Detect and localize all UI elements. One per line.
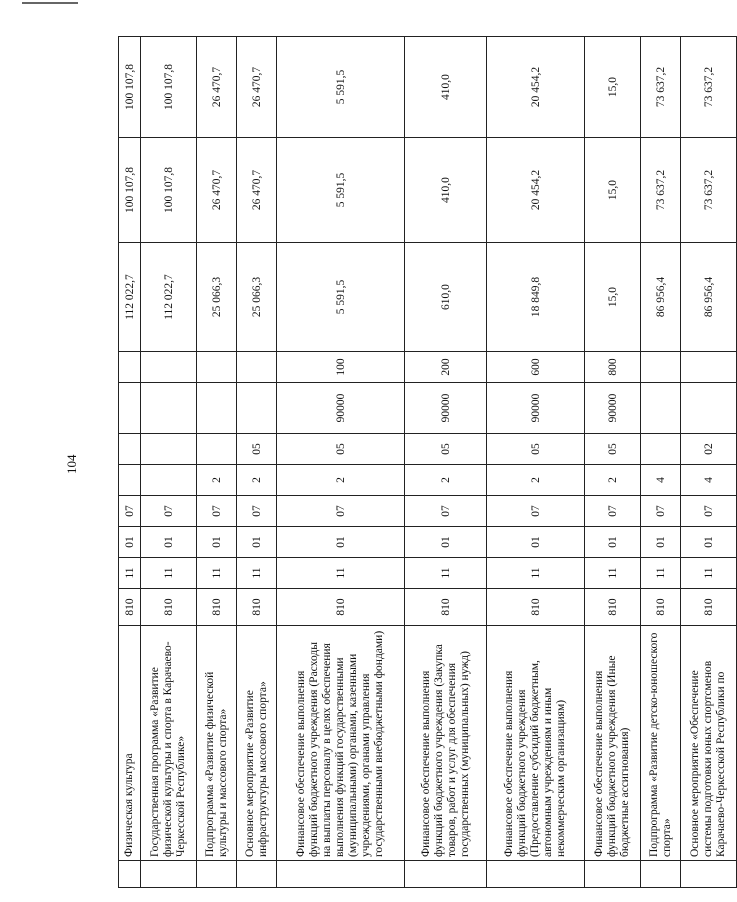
amount-year2-cell: 73 637,2 [681, 138, 737, 243]
amount-year2-cell: 5 591,5 [277, 138, 405, 243]
section-cell: 11 [405, 558, 487, 589]
table-row [277, 37, 405, 888]
row-number-cell [681, 861, 737, 888]
direction-code-cell [197, 383, 237, 434]
admin-code-cell: 810 [641, 589, 681, 626]
direction-code-cell: 90000 [277, 383, 405, 434]
amount-year2-cell: 26 470,7 [197, 138, 237, 243]
expense-type-cell: 200 [405, 352, 487, 383]
direction-code-cell [681, 383, 737, 434]
amount-year2-cell: 20 454,2 [487, 138, 585, 243]
amount-year1-cell: 18 849,8 [487, 243, 585, 352]
expense-type-cell [641, 352, 681, 383]
amount-year3-cell: 26 470,7 [197, 37, 237, 138]
section-cell: 11 [681, 558, 737, 589]
subsection-cell: 01 [277, 527, 405, 558]
direction-code-cell [119, 383, 141, 434]
admin-code-cell: 810 [237, 589, 277, 626]
admin-code-cell: 810 [405, 589, 487, 626]
table-row [197, 37, 237, 888]
amount-year3-cell: 73 637,2 [641, 37, 681, 138]
name-cell: Основное мероприятие «Обеспечение системы подготовки юных спортсменов Карачаево-Черкесской Республики по [681, 626, 737, 861]
amount-year1-cell: 112 022,7 [141, 243, 197, 352]
table-row [141, 37, 197, 888]
admin-code-cell: 810 [681, 589, 737, 626]
section-cell: 11 [487, 558, 585, 589]
subprogram-code-cell [119, 465, 141, 496]
program-code-cell: 07 [405, 496, 487, 527]
admin-code-cell: 810 [119, 589, 141, 626]
subsection-cell: 01 [641, 527, 681, 558]
name-cell: Подпрограмма «Развитие детско-юношеского спорта» [641, 626, 681, 861]
name-cell: Основное мероприятие «Развитие инфраструктуры массового спорта» [237, 626, 277, 861]
row-number-cell [641, 861, 681, 888]
table-row [405, 37, 487, 888]
expense-type-cell [141, 352, 197, 383]
amount-year1-cell: 15,0 [585, 243, 641, 352]
direction-code-cell [141, 383, 197, 434]
amount-year3-cell: 410,0 [405, 37, 487, 138]
subprogram-code-cell: 2 [237, 465, 277, 496]
admin-code-cell: 810 [277, 589, 405, 626]
program-code-cell: 07 [119, 496, 141, 527]
amount-year3-cell: 26 470,7 [237, 37, 277, 138]
table-row [119, 37, 141, 888]
expense-type-cell: 100 [277, 352, 405, 383]
main-event-code-cell: 05 [237, 434, 277, 465]
direction-code-cell [641, 383, 681, 434]
table-row [641, 37, 681, 888]
program-code-cell: 07 [641, 496, 681, 527]
main-event-code-cell [197, 434, 237, 465]
subprogram-code-cell: 2 [585, 465, 641, 496]
row-number-cell [237, 861, 277, 888]
subprogram-code-cell: 4 [641, 465, 681, 496]
program-code-cell: 07 [141, 496, 197, 527]
direction-code-cell: 90000 [405, 383, 487, 434]
amount-year1-cell: 25 066,3 [197, 243, 237, 352]
expense-type-cell: 600 [487, 352, 585, 383]
name-cell: Финансовое обеспечение выполнения функций бюджетного учреждения (Расходы на выплаты персоналу в целях обеспечения выполнения функций государственными (муниципальными) органами, казенными учреждениями, органами управления государственными внебюджетными фондами) [277, 626, 405, 861]
program-code-cell: 07 [237, 496, 277, 527]
subprogram-code-cell [141, 465, 197, 496]
expense-type-cell: 800 [585, 352, 641, 383]
admin-code-cell: 810 [141, 589, 197, 626]
main-event-code-cell: 05 [277, 434, 405, 465]
section-cell: 11 [585, 558, 641, 589]
subprogram-code-cell: 4 [681, 465, 737, 496]
rotated-table-container [118, 64, 727, 888]
table-row [487, 37, 585, 888]
main-event-code-cell [141, 434, 197, 465]
name-cell: Финансовое обеспечение выполнения функций бюджетного учреждения (Закупка товаров, работ и услуг для обеспечения государственных (муниципальных) нужд) [405, 626, 487, 861]
expense-type-cell [197, 352, 237, 383]
admin-code-cell: 810 [487, 589, 585, 626]
amount-year1-cell: 86 956,4 [641, 243, 681, 352]
amount-year2-cell: 73 637,2 [641, 138, 681, 243]
subsection-cell: 01 [585, 527, 641, 558]
program-code-cell: 07 [277, 496, 405, 527]
amount-year3-cell: 20 454,2 [487, 37, 585, 138]
amount-year1-cell: 86 956,4 [681, 243, 737, 352]
name-cell: Физическая культура [119, 626, 141, 861]
amount-year3-cell: 73 637,2 [681, 37, 737, 138]
admin-code-cell: 810 [197, 589, 237, 626]
row-number-cell [487, 861, 585, 888]
direction-code-cell [237, 383, 277, 434]
subsection-cell: 01 [119, 527, 141, 558]
name-cell: Финансовое обеспечение выполнения функций бюджетного учреждения (Иные бюджетные ассигнования) [585, 626, 641, 861]
row-number-cell [197, 861, 237, 888]
expense-type-cell [237, 352, 277, 383]
section-cell: 11 [197, 558, 237, 589]
amount-year2-cell: 15,0 [585, 138, 641, 243]
program-code-cell: 07 [681, 496, 737, 527]
subprogram-code-cell: 2 [405, 465, 487, 496]
program-code-cell: 07 [197, 496, 237, 527]
amount-year1-cell: 112 022,7 [119, 243, 141, 352]
expense-type-cell [681, 352, 737, 383]
subsection-cell: 01 [141, 527, 197, 558]
section-cell: 11 [119, 558, 141, 589]
amount-year3-cell: 100 107,8 [119, 37, 141, 138]
name-cell: Государственная программа «Развитие физической культуры и спорта в Карачаево-Черкесской Республике» [141, 626, 197, 861]
corner-mark [22, 2, 78, 4]
section-cell: 11 [141, 558, 197, 589]
row-number-cell [141, 861, 197, 888]
direction-code-cell: 90000 [585, 383, 641, 434]
subsection-cell: 01 [681, 527, 737, 558]
budget-table [118, 36, 737, 888]
row-number-cell [585, 861, 641, 888]
amount-year1-cell: 610,0 [405, 243, 487, 352]
direction-code-cell: 90000 [487, 383, 585, 434]
amount-year1-cell: 25 066,3 [237, 243, 277, 352]
row-number-cell [119, 861, 141, 888]
program-code-cell: 07 [487, 496, 585, 527]
section-cell: 11 [641, 558, 681, 589]
amount-year3-cell: 15,0 [585, 37, 641, 138]
main-event-code-cell: 05 [585, 434, 641, 465]
amount-year3-cell: 5 591,5 [277, 37, 405, 138]
section-cell: 11 [277, 558, 405, 589]
subsection-cell: 01 [197, 527, 237, 558]
main-event-code-cell [641, 434, 681, 465]
row-number-cell [277, 861, 405, 888]
section-cell: 11 [237, 558, 277, 589]
amount-year2-cell: 100 107,8 [119, 138, 141, 243]
amount-year2-cell: 100 107,8 [141, 138, 197, 243]
table-row [237, 37, 277, 888]
main-event-code-cell: 05 [487, 434, 585, 465]
subprogram-code-cell: 2 [487, 465, 585, 496]
admin-code-cell: 810 [585, 589, 641, 626]
amount-year2-cell: 26 470,7 [237, 138, 277, 243]
subsection-cell: 01 [237, 527, 277, 558]
subprogram-code-cell: 2 [277, 465, 405, 496]
name-cell: Подпрограмма «Развитие физической культуры и массового спорта» [197, 626, 237, 861]
main-event-code-cell [119, 434, 141, 465]
expense-type-cell [119, 352, 141, 383]
page-number: 104 [64, 454, 79, 474]
subsection-cell: 01 [405, 527, 487, 558]
amount-year2-cell: 410,0 [405, 138, 487, 243]
main-event-code-cell: 05 [405, 434, 487, 465]
row-number-cell [405, 861, 487, 888]
name-cell: Финансовое обеспечение выполнения функций бюджетного учреждения (Предоставление субсидий бюджетным, автономным учреждениям и иным некоммерческим организациям) [487, 626, 585, 861]
main-event-code-cell: 02 [681, 434, 737, 465]
budget-table-body [119, 37, 737, 888]
subsection-cell: 01 [487, 527, 585, 558]
subprogram-code-cell: 2 [197, 465, 237, 496]
amount-year1-cell: 5 591,5 [277, 243, 405, 352]
table-row [681, 37, 737, 888]
amount-year3-cell: 100 107,8 [141, 37, 197, 138]
table-row [585, 37, 641, 888]
program-code-cell: 07 [585, 496, 641, 527]
